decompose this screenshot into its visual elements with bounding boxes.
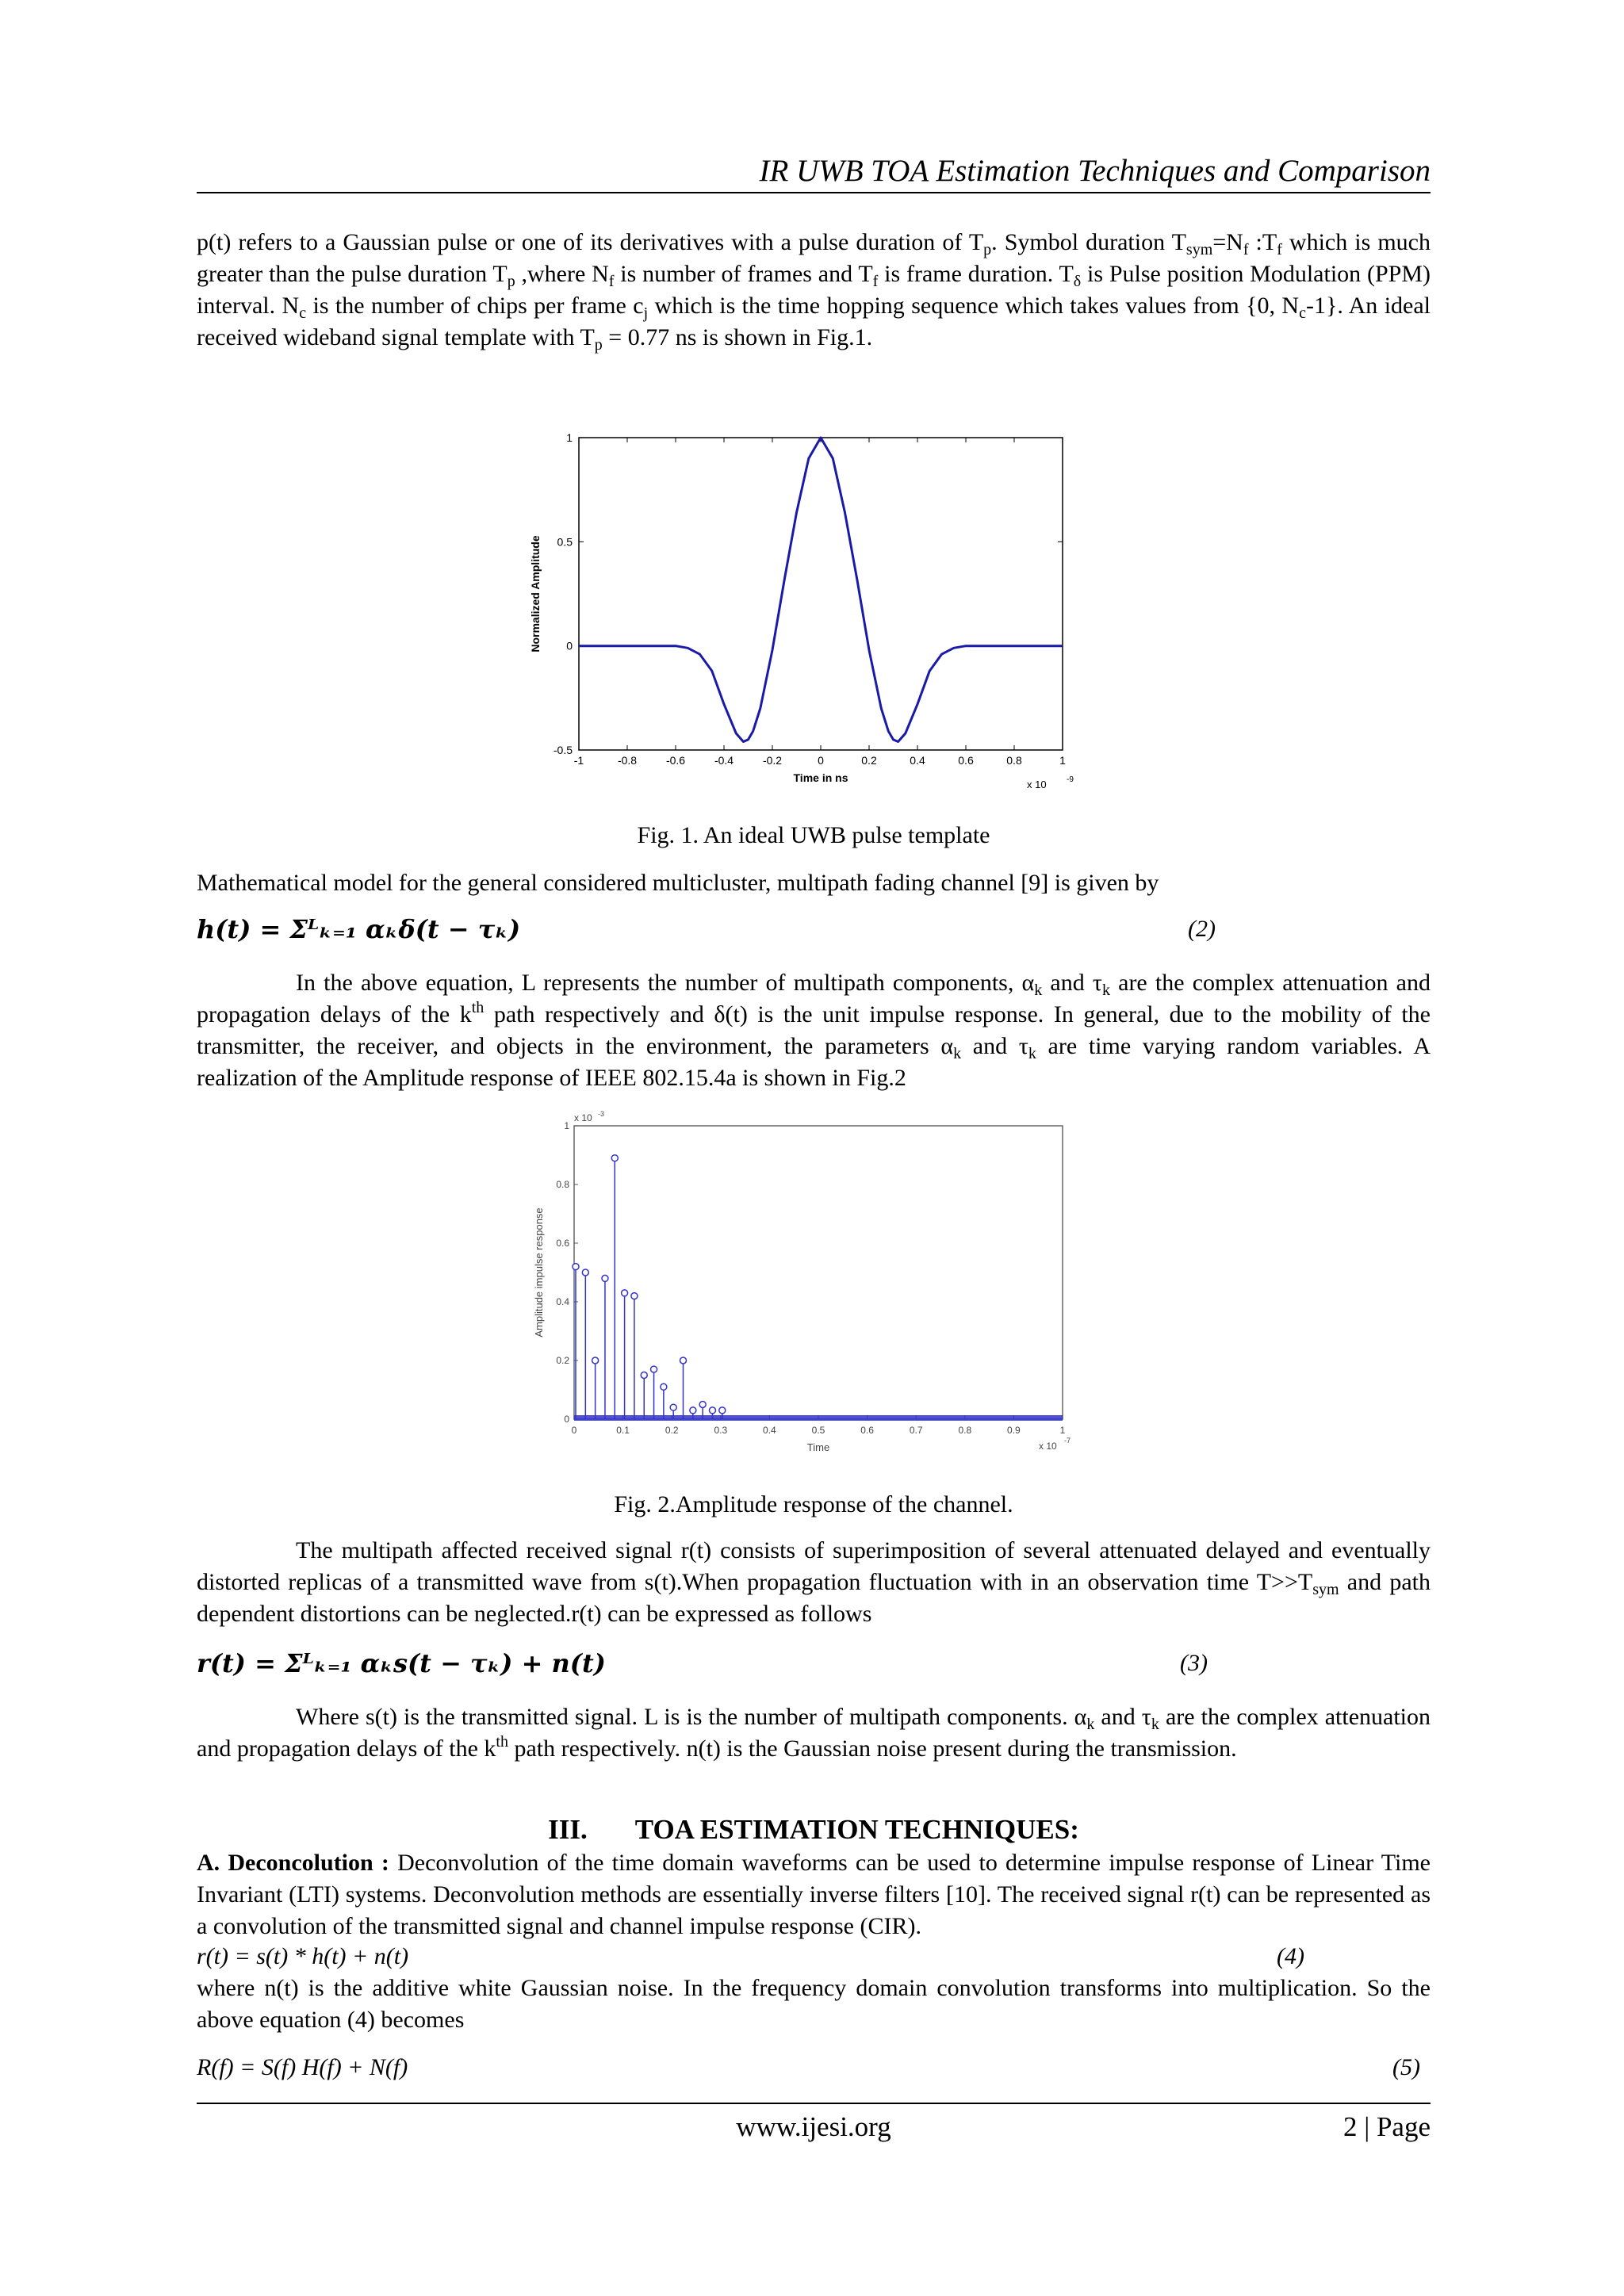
x-tick-label: 0.6: [958, 754, 974, 767]
y-tick-label: 0.5: [557, 535, 573, 549]
equation-2: [197, 912, 1431, 947]
x-tick-label: 1: [1059, 754, 1066, 767]
figure-1-chart: [508, 420, 1086, 793]
y-exponent-power: -3: [598, 1110, 605, 1118]
x-exponent-power: -7: [1064, 1437, 1071, 1445]
subsection-deconvolution-text: A. Deconcolution : Deconvolution of the time domain waveforms can be used to determine impulse response of Linear Time Invariant (LTI) systems. Deconvolution methods are essentially inverse filters [10]. The received signal r(t) can be represented as a convolution of the transmitted signal and channel impulse response (CIR).: [197, 1850, 1431, 1939]
y-tick-label: 0.2: [556, 1355, 569, 1366]
page-footer: [197, 2103, 1431, 2144]
subsection-deconvolution: [197, 1847, 1431, 1942]
x-tick-label: 0.4: [910, 754, 925, 767]
x-exponent-label: x 10: [1039, 1441, 1057, 1452]
x-tick-label: 0.9: [1007, 1425, 1021, 1436]
equation-4-number: (4): [1277, 1943, 1304, 1969]
x-tick-label: 0.8: [1006, 754, 1022, 767]
stem-marker: [592, 1357, 599, 1364]
x-tick-label: -0.2: [762, 754, 783, 767]
figure-2-caption: Fig. 2.Amplitude response of the channel.: [614, 1491, 1013, 1517]
x-tick-label: 0: [571, 1425, 577, 1436]
section-title: [197, 1812, 1431, 1847]
y-tick-label: 0.6: [556, 1238, 569, 1249]
stem-marker: [622, 1290, 628, 1296]
stem-marker: [719, 1407, 726, 1414]
stem-marker: [651, 1366, 657, 1372]
stem-marker: [709, 1407, 715, 1414]
x-tick-label: 0.7: [909, 1425, 923, 1436]
y-exponent-label: x 10: [574, 1112, 592, 1123]
y-axis-label: Amplitude impulse response: [533, 1207, 545, 1337]
paragraph-equation-explanation: [197, 967, 1431, 1094]
x-tick-label: -1: [573, 754, 584, 767]
x-tick-label: 0.1: [616, 1425, 630, 1436]
equation-4-formula: r(t) = s(t) * h(t) + n(t): [197, 1943, 409, 1969]
equation-3-formula: r(t) = Σᴸₖ₌₁ αₖs(t − τₖ) + n(t): [197, 1648, 606, 1678]
y-tick-label: 0: [566, 639, 573, 652]
paragraph-pulse-text: p(t) refers to a Gaussian pulse or one of its derivatives with a pulse duration of $T_p$. Symbol duration $T_{sym}=N_f$ $:T_f$ which is much greater than the pulse duration $T_p$ ,where $N_f$ is number of frames and $T_f$ is frame duration. $T_\delta$ is Pulse position Modulation (PPM) interval. $N_c$ is the number of chips per frame $c_j$ which is the time hopping sequence which takes values from {0, $N_c-1$}. An ideal received wideband signal template with $T_p = 0.77$ ns is shown in Fig.1.: [197, 229, 1431, 354]
equation-2-number: (2): [1188, 916, 1216, 942]
stem-marker: [611, 1155, 618, 1161]
x-exponent-power: -9: [1067, 775, 1074, 784]
x-axis-label: Time in ns: [793, 771, 848, 784]
paragraph-received-signal: [197, 1535, 1431, 1630]
x-tick-label: 0.2: [861, 754, 877, 767]
equation-5: [197, 2052, 1431, 2084]
x-tick-label: 0.4: [763, 1425, 776, 1436]
equation-4: [197, 1941, 1431, 1973]
stem-marker: [670, 1404, 676, 1410]
footer-page-number: 2 | Page: [1342, 2111, 1431, 2142]
y-axis-label: Normalized Amplitude: [529, 535, 542, 652]
paragraph-transmitted-signal-text: Where s(t) is the transmitted signal. L is is the number of multipath components. $\alpha_k$ and $\tau_k$ are the complex attenuation and propagation delays of the $k^{th}$ path respectively. n(t) is the Gaussian noise present during the transmission.: [197, 1704, 1431, 1762]
stem-marker: [680, 1357, 687, 1364]
x-exponent-label: x 10: [1027, 779, 1047, 790]
footer-site: www.ijesi.org: [736, 2111, 891, 2142]
y-tick-label: 0.4: [556, 1296, 569, 1307]
y-tick-label: 0.8: [556, 1179, 569, 1190]
equation-2-formula: h(t) = Σᴸₖ₌₁ αₖδ(t − τₖ): [197, 914, 521, 944]
paragraph-model: Mathematical model for the general considered multicluster, multipath fading channel [9] is given by: [197, 870, 1159, 896]
x-axis-label: Time: [806, 1441, 830, 1453]
stem-marker: [573, 1264, 579, 1270]
section-heading: TOA ESTIMATION TECHNIQUES:: [634, 1814, 1079, 1845]
paragraph-transmitted-signal: [197, 1701, 1431, 1765]
stem-marker: [631, 1293, 638, 1299]
y-tick-label: 1: [566, 431, 573, 444]
stem-marker: [661, 1383, 667, 1390]
stem-marker: [690, 1407, 696, 1414]
stem-marker: [641, 1372, 647, 1379]
equation-5-formula: R(f) = S(f) H(f) + N(f): [197, 2054, 408, 2080]
x-tick-label: 0.6: [860, 1425, 874, 1436]
equation-3-number: (3): [1180, 1650, 1208, 1676]
stem-marker: [699, 1402, 706, 1408]
x-tick-label: -0.4: [714, 754, 734, 767]
paragraph-equation-explanation-text: In the above equation, L represents the number of multipath components, $\alpha_k$ and $\tau_k$ are the complex attenuation and propagation delays of the $k^{th}$ path respectively and δ(t) is the unit impulse response. In general, due to the mobility of the transmitter, the receiver, and objects in the environment, the parameters $\alpha_k$ and $\tau_k$ are time varying random variables. A realization of the Amplitude response of IEEE 802.15.4a is shown in Fig.2: [197, 970, 1431, 1091]
baseline-stems: [574, 1415, 1063, 1421]
x-tick-label: 0.3: [714, 1425, 728, 1436]
x-tick-label: -0.8: [617, 754, 638, 767]
x-tick-label: 0.2: [665, 1425, 679, 1436]
header-title: IR UWB TOA Estimation Techniques and Comparison: [759, 154, 1431, 188]
y-tick-label: 0: [564, 1414, 569, 1425]
stem-marker: [582, 1269, 588, 1276]
running-header: [197, 151, 1431, 193]
section-number: III.: [548, 1814, 588, 1845]
stem-marker: [602, 1275, 608, 1281]
y-tick-label: -0.5: [553, 744, 573, 756]
x-tick-label: 0.5: [811, 1425, 825, 1436]
x-tick-label: -0.6: [665, 754, 686, 767]
equation-3: [197, 1646, 1431, 1681]
equation-5-number: (5): [1392, 2054, 1420, 2080]
plot-frame: [579, 438, 1063, 750]
x-tick-label: 1: [1059, 1425, 1066, 1436]
paragraph-frequency-domain: where n(t) is the additive white Gaussian noise. In the frequency domain convolution transforms into multiplication. So the above equation (4) becomes: [197, 1975, 1431, 2033]
figure-2-chart: [523, 1108, 1086, 1473]
figure-1-caption: Fig. 1. An ideal UWB pulse template: [637, 822, 990, 848]
x-tick-label: 0.8: [958, 1425, 972, 1436]
x-tick-label: 0: [818, 754, 824, 767]
paragraph-received-signal-text: The multipath affected received signal r(t) consists of superimposition of several attenuated delayed and eventually distorted replicas of a transmitted wave from s(t).When propagation fluctuation with in an observation time $T>>T_{sym}$ and path dependent distortions can be neglected.r(t) can be expressed as follows: [197, 1537, 1431, 1627]
y-tick-label: 1: [564, 1120, 569, 1131]
paragraph-pulse: [197, 227, 1431, 354]
subsection-label: A. Deconcolution :: [197, 1850, 389, 1876]
